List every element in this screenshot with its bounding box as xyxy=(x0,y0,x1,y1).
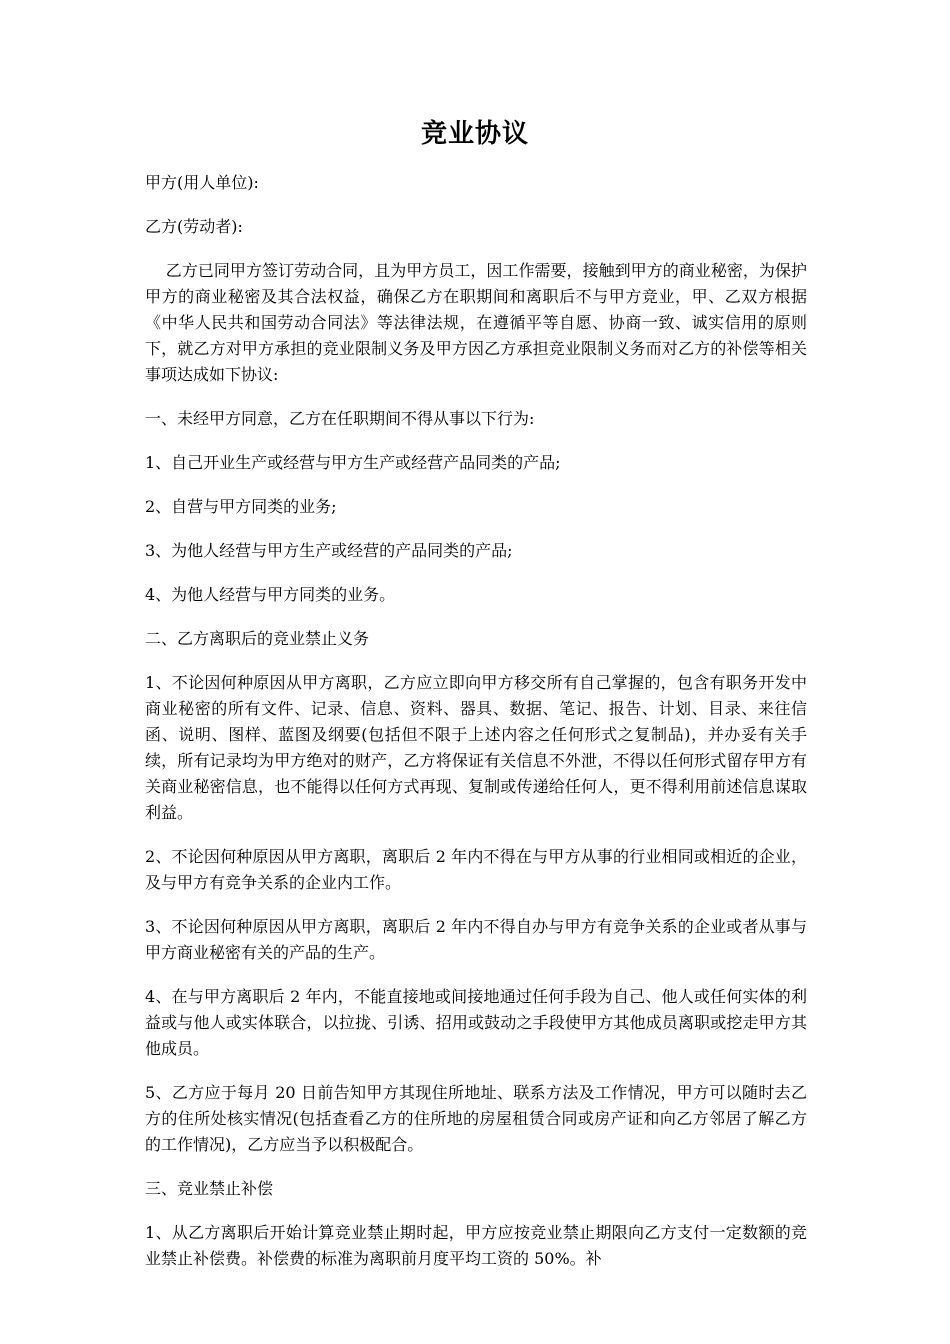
section-3-item: 1、从乙方离职后开始计算竞业禁止期时起，甲方应按竞业禁止期限向乙方支付一定数额的竞业禁止补偿费。补偿费的标准为离职前月度平均工资的 50%。补 xyxy=(145,1223,807,1268)
section-1-item: 4、为他人经营与甲方同类的业务。 xyxy=(145,585,396,604)
section-2-item: 2、不论因何种原因从甲方离职，离职后 2 年内不得在与甲方从事的行业相同或相近的企业，及与甲方有竞争关系的企业内工作。 xyxy=(145,847,807,892)
party-a-line: 甲方(用人单位): xyxy=(145,173,259,192)
document-body xyxy=(145,170,807,1290)
section-2-item: 5、乙方应于每月 20 日前告知甲方其现住所地址、联系方法及工作情况，甲方可以随时去乙方的住所处核实情况(包括查看乙方的住所地的房屋租赁合同或房产证和向乙方邻居了解乙方的工作情况)，乙方应当予以积极配合。 xyxy=(145,1083,807,1154)
section-2-item: 3、不论因何种原因从甲方离职，离职后 2 年内不得自办与甲方有竞争关系的企业或者从事与甲方商业秘密有关的产品的生产。 xyxy=(145,917,807,962)
section-2-item: 1、不论因何种原因从甲方离职，乙方应立即向甲方移交所有自己掌握的，包含有职务开发中商业秘密的所有文件、记录、信息、资料、器具、数据、笔记、报告、计划、目录、来往信函、说明、图样、蓝图及纲要(包括但不限于上述内容之任何形式之复制品)，并办妥有关手续，所有记录均为甲方绝对的财产，乙方将保证有关信息不外泄，不得以任何形式留存甲方有关商业秘密信息，也不能得以任何方式再现、复制或传递给任何人，更不得利用前述信息谋取利益。 xyxy=(145,673,807,822)
section-1-heading: 一、未经甲方同意，乙方在任职期间不得从事以下行为: xyxy=(145,409,535,428)
document-title: 竞业协议 xyxy=(420,119,529,149)
section-1-item: 3、为他人经营与甲方生产或经营的产品同类的产品; xyxy=(145,541,513,560)
section-3-heading: 三、竞业禁止补偿 xyxy=(145,1179,274,1198)
section-1-item: 1、自己开业生产或经营与甲方生产或经营产品同类的产品; xyxy=(145,453,561,472)
section-2-item: 4、在与甲方离职后 2 年内，不能直接地或间接地通过任何手段为自己、他人或任何实体的利益或与他人或实体联合，以拉拢、引诱、招用或鼓动之手段使甲方其他成员离职或挖走甲方其他成员。 xyxy=(145,987,807,1058)
party-b-line: 乙方(劳动者): xyxy=(145,217,243,236)
section-1-item: 2、自营与甲方同类的业务; xyxy=(145,497,337,516)
preamble-paragraph: 乙方已同甲方签订劳动合同，且为甲方员工，因工作需要，接触到甲方的商业秘密，为保护甲方的商业秘密及其合法权益，确保乙方在职期间和离职后不与甲方竞业，甲、乙双方根据《中华人民共和国劳动合同法》等法律法规，在遵循平等自愿、协商一致、诚实信用的原则下，就乙方对甲方承担的竞业限制义务及甲方因乙方承担竞业限制义务而对乙方的补偿等相关事项达成如下协议: xyxy=(145,261,807,384)
section-2-heading: 二、乙方离职后的竞业禁止义务 xyxy=(145,629,370,648)
